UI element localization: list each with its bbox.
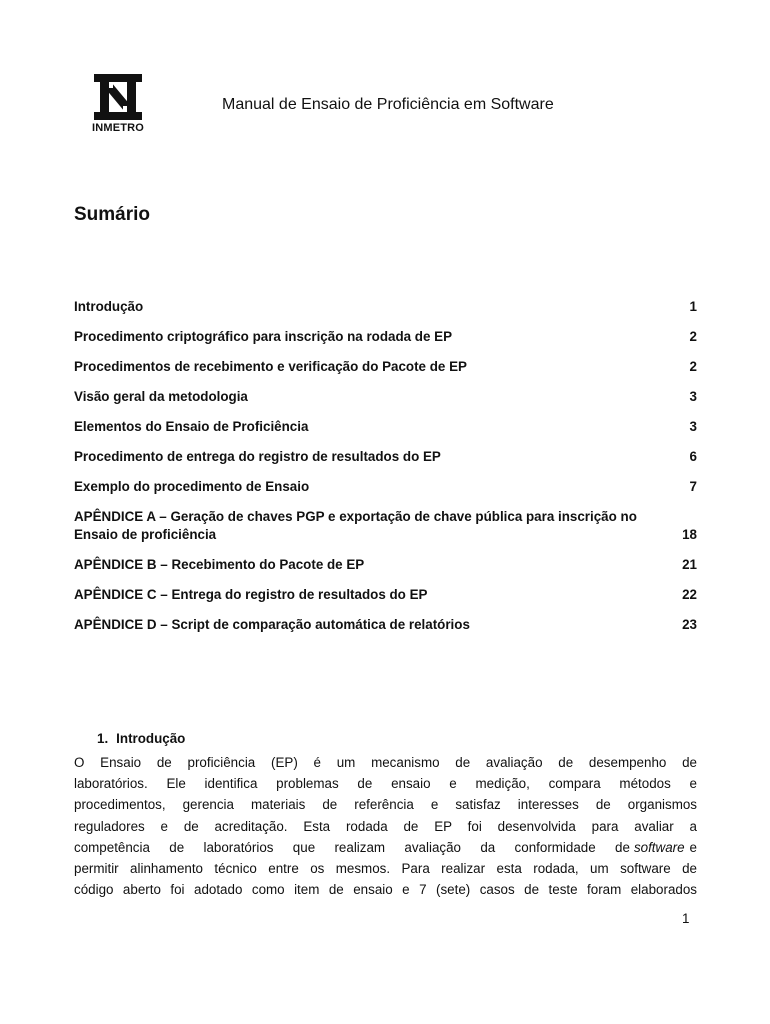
inmetro-logo: [80, 74, 156, 136]
toc-entry-title: Introdução: [74, 299, 144, 314]
toc-entry-title: APÊNDICE C – Entrega do registro de resultados do EP: [74, 587, 428, 602]
paragraph-line: código aberto foi adotado como item de ensaio e 7 (sete) casos de teste foram elaborados: [74, 882, 697, 898]
logo-text: INMETRO: [91, 122, 145, 134]
toc-entry[interactable]: [74, 556, 697, 574]
toc-entry-page: 21: [682, 557, 697, 572]
paragraph-line: reguladores e de acreditação. Esta rodada de EP foi desenvolvida para avaliar a: [74, 818, 697, 834]
toc-entry-title: Visão geral da metodologia: [74, 389, 248, 404]
toc-entry[interactable]: [74, 418, 697, 436]
toc-entry-title: Procedimento criptográfico para inscrição na rodada de EP: [74, 329, 453, 344]
toc-entry-title: Exemplo do procedimento de Ensaio: [74, 479, 310, 494]
section-heading: [97, 731, 185, 746]
toc-entry-page: 7: [689, 479, 697, 494]
toc-entry-page: 23: [682, 617, 697, 632]
toc-entry-page: 2: [689, 359, 697, 374]
toc-entry[interactable]: [74, 448, 697, 466]
paragraph-line: O Ensaio de proficiência (EP) é um mecanismo de avaliação de desempenho de: [74, 755, 697, 770]
paragraph-line: procedimentos, gerencia materiais de referência e satisfaz interesses de organismos: [74, 797, 697, 813]
toc-entry-page: 3: [689, 389, 697, 404]
toc-entry-page: 1: [689, 299, 697, 314]
toc-entry-title: APÊNDICE A – Geração de chaves PGP e exportação de chave pública para inscrição no Ensaio de proficiência: [74, 509, 637, 542]
paragraph-line-tail: e: [689, 839, 697, 855]
document-title: Manual de Ensaio de Proficiência em Software: [222, 96, 554, 113]
toc-entry-page: 3: [689, 419, 697, 434]
toc-entry[interactable]: [74, 328, 697, 346]
toc-entry-page: 22: [682, 587, 697, 602]
toc-entry[interactable]: [74, 358, 697, 376]
page-number: 1: [682, 911, 690, 926]
paragraph-line: permitir alinhamento técnico entre os mesmos. Para realizar esta rodada, um software de: [74, 860, 697, 876]
toc-entry-title: APÊNDICE D – Script de comparação automática de relatórios: [74, 617, 470, 632]
toc-entry-title: Procedimentos de recebimento e verificação do Pacote de EP: [74, 359, 467, 374]
toc-entry-title: Elementos do Ensaio de Proficiência: [74, 419, 309, 434]
inmetro-emblem-icon: [94, 74, 142, 120]
emphasis-software: software: [633, 839, 685, 855]
section-title: Introdução: [116, 731, 186, 746]
toc-entry-page: 6: [689, 449, 697, 464]
toc-entry-page: 18: [682, 527, 697, 542]
toc-entry[interactable]: [74, 616, 697, 634]
toc-entry[interactable]: [74, 586, 697, 604]
section-number: 1.: [97, 731, 109, 746]
paragraph-line: [74, 837, 697, 858]
toc-entry[interactable]: [74, 508, 697, 544]
toc-entry-title: Procedimento de entrega do registro de resultados do EP: [74, 449, 441, 464]
toc-entry[interactable]: [74, 388, 697, 406]
toc-entry-page: 2: [689, 329, 697, 344]
intro-paragraph: [74, 752, 697, 900]
toc-entry-title: APÊNDICE B – Recebimento do Pacote de EP: [74, 557, 365, 572]
toc-entry[interactable]: [74, 298, 697, 316]
toc-heading: Sumário: [74, 204, 151, 225]
paragraph-line-text: competência de laboratórios que realizam avaliação da conformidade de: [74, 839, 630, 855]
paragraph-line: laboratórios. Ele identifica problemas de ensaio e medição, compara métodos e: [74, 776, 697, 792]
toc-entry[interactable]: [74, 478, 697, 496]
